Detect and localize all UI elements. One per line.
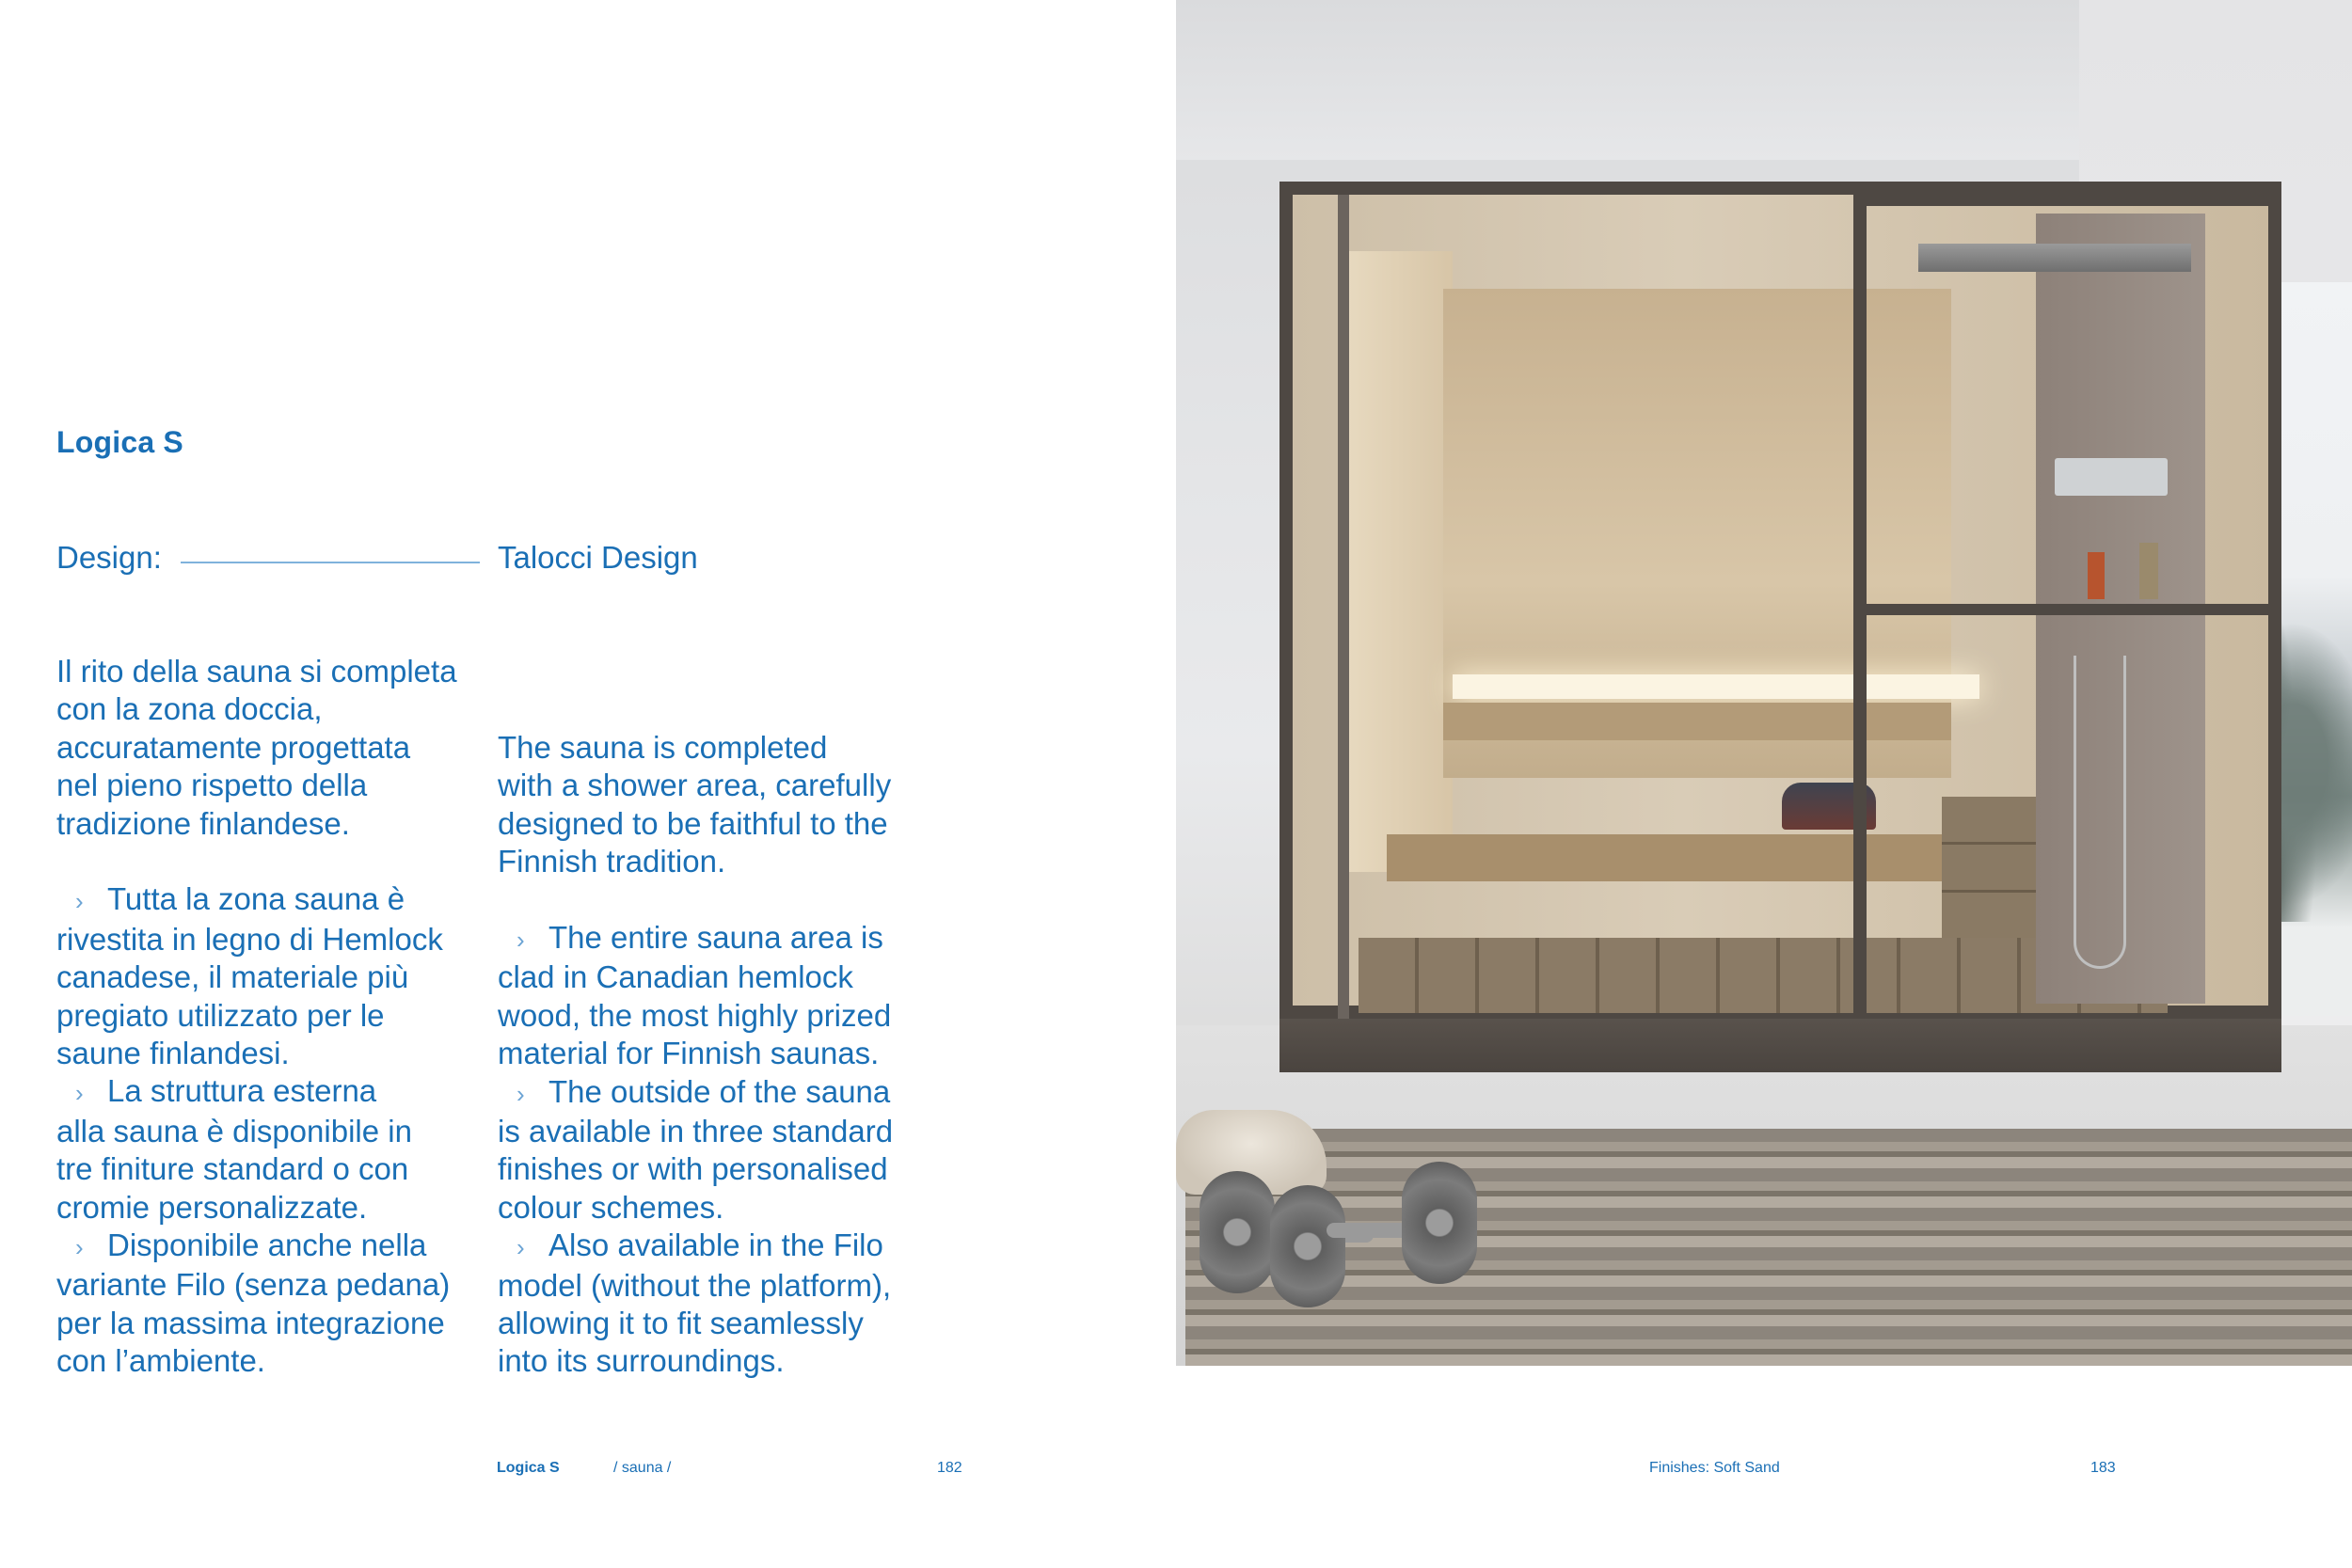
chevron-right-icon: ›	[75, 1079, 84, 1108]
it-bullet-2: › La struttura esterna	[56, 1072, 499, 1112]
it-bullet-1: › Tutta la zona sauna è	[56, 880, 499, 920]
it-intro-line: nel pieno rispetto della	[56, 768, 368, 803]
sauna-cabin	[1279, 182, 2281, 1019]
design-label: Design:	[56, 540, 162, 575]
glass-frame	[1853, 604, 2281, 615]
footer-section: / sauna /	[613, 1460, 672, 1476]
it-bullet-1-line: saune finlandesi.	[56, 1036, 290, 1071]
en-bullet-2-line: colour schemes.	[498, 1189, 724, 1225]
dumbbell	[1270, 1185, 1345, 1307]
it-bullet-2-line: cromie personalizzate.	[56, 1189, 368, 1225]
en-bullet-1-line: material for Finnish saunas.	[498, 1036, 880, 1071]
en-bullet-1-line: wood, the most highly prized	[498, 997, 892, 1033]
product-photo	[1176, 0, 2352, 1366]
it-bullet-1-line: rivestita in legno di Hemlock	[56, 921, 443, 957]
it-bullet-1-line: pregiato utilizzato per le	[56, 997, 385, 1033]
drawer-unit	[1942, 797, 2050, 938]
en-bullet-3-line: allowing it to fit seamlessly	[498, 1306, 864, 1341]
chevron-right-icon: ›	[75, 1233, 84, 1262]
page-number-right: 183	[2090, 1460, 2116, 1476]
en-bullet-2: › The outside of the sauna	[498, 1073, 949, 1113]
en-intro-line: The sauna is completed	[498, 730, 828, 765]
page-number-left: 182	[937, 1460, 962, 1476]
shower-hose	[2074, 656, 2126, 969]
chevron-right-icon: ›	[75, 887, 84, 916]
italian-column	[56, 653, 499, 1381]
it-intro-line: tradizione finlandese.	[56, 805, 350, 841]
product-title: Logica S	[56, 425, 183, 459]
toiletry-bottles	[2088, 543, 2163, 599]
it-intro-line: accuratamente progettata	[56, 729, 411, 765]
en-bullet-3-line: model (without the platform),	[498, 1267, 892, 1303]
en-intro-line: with a shower area, carefully	[498, 768, 892, 803]
it-bullet-2-line: alla sauna è disponibile in	[56, 1113, 412, 1148]
sauna-platform	[1279, 1011, 2281, 1072]
en-bullet-2-line: finishes or with personalised	[498, 1151, 888, 1187]
chevron-right-icon: ›	[516, 1079, 525, 1108]
dumbbell	[1402, 1162, 1477, 1284]
striped-rug	[1185, 1129, 2352, 1366]
cabin-side-wall	[1349, 251, 1453, 872]
en-intro-line: designed to be faithful to the	[498, 805, 888, 841]
en-bullet-2-line: is available in three standard	[498, 1114, 894, 1149]
footer-product-name: Logica S	[497, 1460, 560, 1476]
glass-frame	[1853, 195, 2281, 206]
dumbbell	[1200, 1171, 1275, 1293]
rain-shower-head	[1918, 244, 2191, 272]
it-bullet-3-line: per la massima integrazione	[56, 1305, 445, 1340]
design-divider	[181, 562, 480, 563]
en-bullet-1-line: clad in Canadian hemlock	[498, 959, 853, 995]
en-bullet-1: › The entire sauna area is	[498, 919, 949, 958]
upper-bench	[1443, 703, 1951, 740]
it-bullet-2-line: tre finiture standard o con	[56, 1151, 409, 1187]
it-intro-line: Il rito della sauna si completa	[56, 654, 457, 689]
chevron-right-icon: ›	[516, 1233, 525, 1262]
light-strip	[1453, 674, 1979, 699]
designer-name: Talocci Design	[498, 540, 698, 575]
control-display	[2055, 458, 2168, 496]
finish-caption: Finishes: Soft Sand	[1649, 1460, 1780, 1476]
it-bullet-3: › Disponibile anche nella	[56, 1227, 499, 1266]
en-intro-line: Finnish tradition.	[498, 844, 726, 879]
en-bullet-3: › Also available in the Filo	[498, 1227, 949, 1266]
it-bullet-3-line: con l’ambiente.	[56, 1343, 265, 1379]
it-bullet-1-line: canadese, il materiale più	[56, 959, 409, 995]
it-intro-line: con la zona doccia,	[56, 691, 323, 727]
glass-frame	[1338, 195, 1349, 1019]
it-bullet-3-line: variante Filo (senza pedana)	[56, 1267, 451, 1303]
chevron-right-icon: ›	[516, 926, 525, 955]
en-bullet-3-line: into its surroundings.	[498, 1343, 785, 1379]
english-column	[498, 729, 949, 1381]
